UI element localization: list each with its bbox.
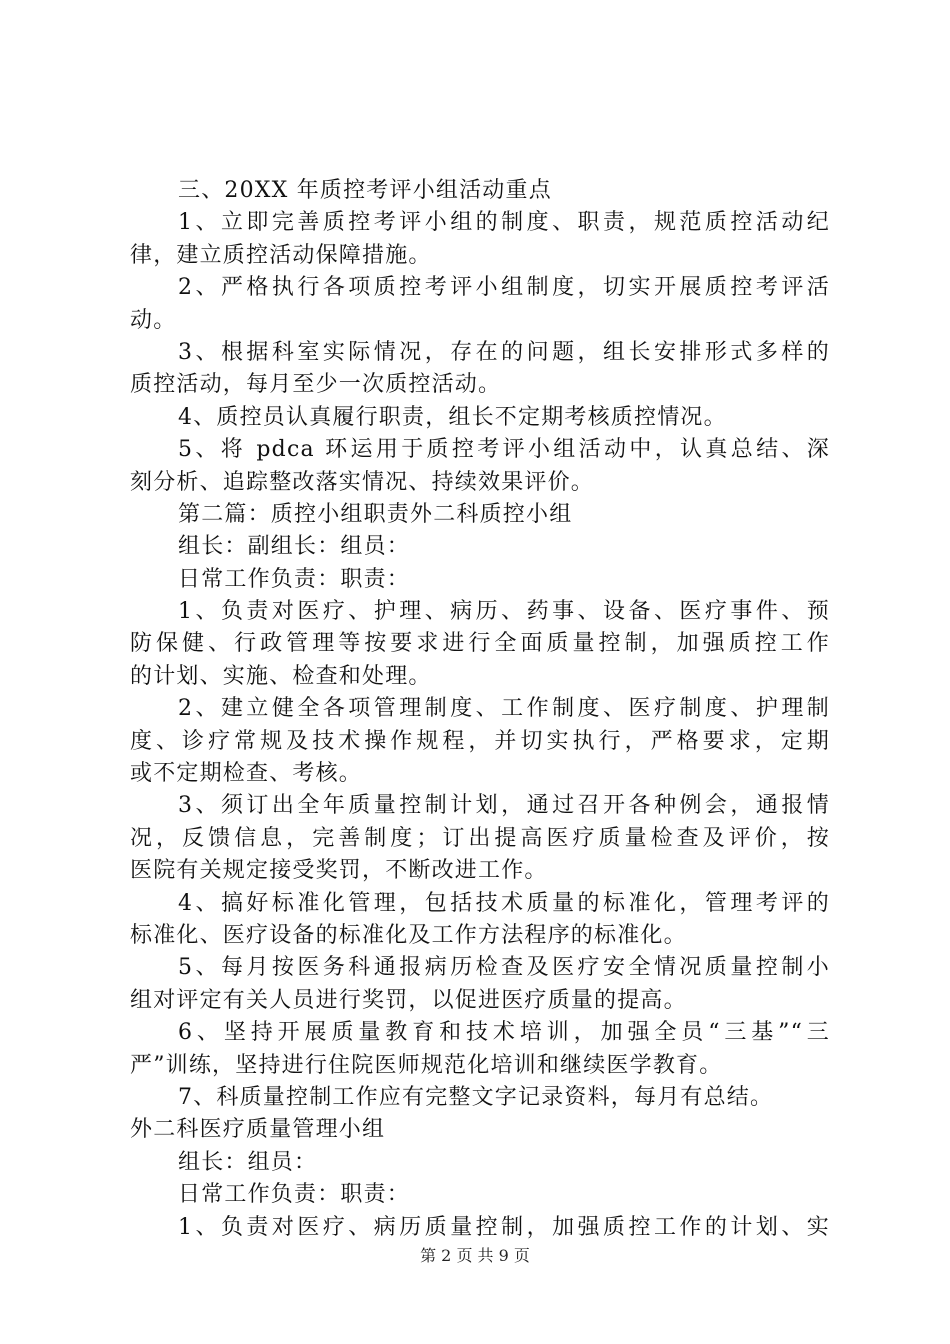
text-line: 6、坚持开展质量教育和技术培训，加强全员“三基”“三 bbox=[178, 1020, 830, 1046]
text-line: 3、根据科室实际情况，存在的问题，组长安排形式多样的 bbox=[178, 339, 830, 365]
text-line: 第二篇：质控小组职责外二科质控小组 bbox=[178, 501, 573, 527]
text-line: 律，建立质控活动保障措施。 bbox=[130, 242, 432, 268]
text-line: 1、负责对医疗、护理、病历、药事、设备、医疗事件、预 bbox=[178, 599, 830, 625]
text-line: 2、严格执行各项质控考评小组制度，切实开展质控考评活 bbox=[178, 275, 830, 301]
text-line: 5、将 pdca 环运用于质控考评小组活动中，认真总结、深 bbox=[178, 437, 830, 463]
document-body bbox=[130, 175, 830, 1244]
text-line: 4、质控员认真履行职责，组长不定期考核质控情况。 bbox=[178, 404, 727, 430]
text-line: 5、每月按医务科通报病历检查及医疗安全情况质量控制小 bbox=[178, 955, 830, 981]
text-line: 动。 bbox=[130, 307, 177, 333]
text-line: 况，反馈信息，完善制度；订出提高医疗质量检查及评价，按 bbox=[130, 825, 830, 851]
text-line: 度、诊疗常规及技术操作规程，并切实执行，严格要求，定期 bbox=[130, 728, 830, 754]
text-line: 3、须订出全年质量控制计划，通过召开各种例会，通报情 bbox=[178, 793, 830, 819]
text-line: 组对评定有关人员进行奖罚，以促进医疗质量的提高。 bbox=[130, 987, 687, 1013]
text-line: 或不定期检查、考核。 bbox=[130, 761, 363, 787]
text-line: 标准化、医疗设备的标准化及工作方法程序的标准化。 bbox=[130, 922, 687, 948]
text-line: 质控活动，每月至少一次质控活动。 bbox=[130, 372, 502, 398]
text-line: 1、立即完善质控考评小组的制度、职责，规范质控活动纪 bbox=[178, 210, 830, 236]
text-line: 4、搞好标准化管理，包括技术质量的标准化，管理考评的 bbox=[178, 890, 830, 916]
text-line: 防保健、行政管理等按要求进行全面质量控制，加强质控工作 bbox=[130, 631, 830, 657]
text-line: 的计划、实施、检查和处理。 bbox=[130, 663, 432, 689]
text-line: 1、负责对医疗、病历质量控制，加强质控工作的计划、实 bbox=[178, 1214, 830, 1240]
text-line: 日常工作负责：职责： bbox=[178, 566, 411, 592]
text-line: 外二科医疗质量管理小组 bbox=[130, 1117, 386, 1143]
text-line: 组长：副组长：组员： bbox=[178, 534, 411, 560]
text-line: 严”训练，坚持进行住院医师规范化培训和继续医学教育。 bbox=[130, 1052, 723, 1078]
text-line: 三、20XX 年质控考评小组活动重点 bbox=[178, 178, 552, 203]
text-line: 7、科质量控制工作应有完整文字记录资料，每月有总结。 bbox=[178, 1084, 774, 1110]
page-footer: 第 2 页 共 9 页 bbox=[420, 1246, 530, 1265]
text-line: 刻分析、追踪整改落实情况、持续效果评价。 bbox=[130, 469, 595, 495]
text-line: 医院有关规定接受奖罚，不断改进工作。 bbox=[130, 858, 548, 884]
text-line: 组长：组员： bbox=[178, 1149, 318, 1175]
text-line: 2、建立健全各项管理制度、工作制度、医疗制度、护理制 bbox=[178, 696, 830, 722]
text-line: 日常工作负责：职责： bbox=[178, 1182, 411, 1208]
